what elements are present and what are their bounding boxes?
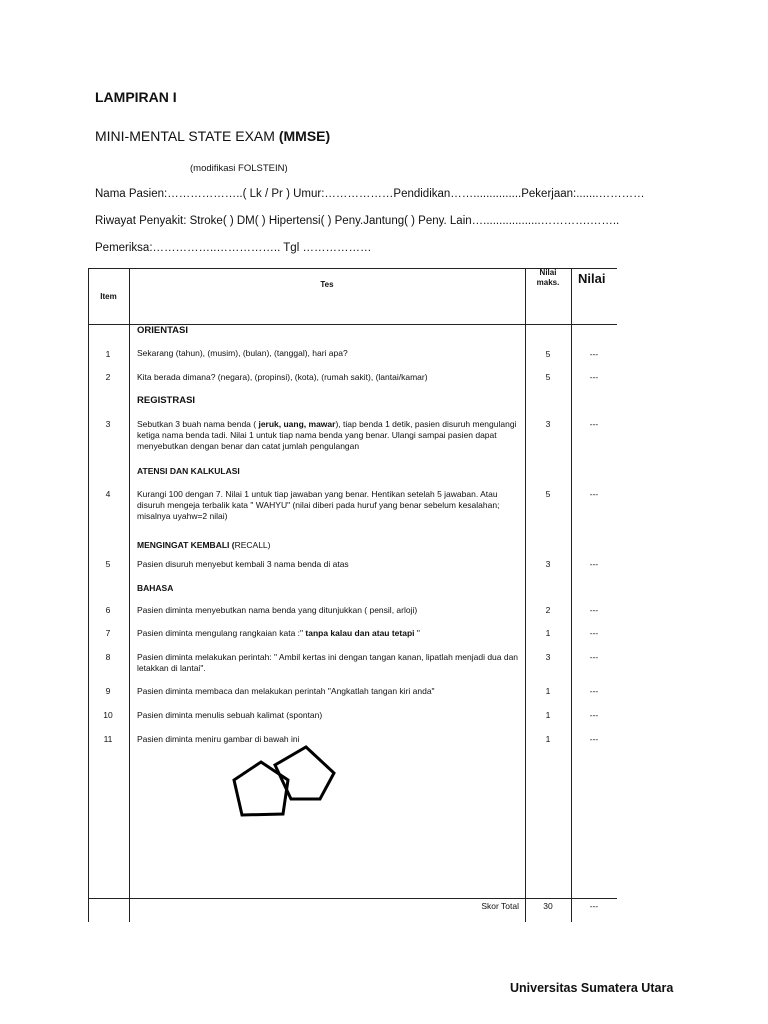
table-total-border xyxy=(88,898,617,899)
item-text: Kita berada dimana? (negara), (propinsi), (kota), (rumah sakit), (lantai/kamar) xyxy=(137,372,428,382)
item-number: 7 xyxy=(105,628,111,638)
examiner-field: Pemeriksa:……………..…………….. Tgl ……………… xyxy=(95,242,372,254)
table-col-divider xyxy=(129,268,130,922)
total-max: 30 xyxy=(543,901,553,911)
item-number: 6 xyxy=(105,605,111,615)
item-text: Pasien diminta meniru gambar di bawah ini xyxy=(137,734,300,744)
section-orientasi: ORIENTASI xyxy=(137,325,189,336)
total-label: Skor Total xyxy=(481,901,519,911)
item-max: 5 xyxy=(545,349,551,359)
table-col-divider xyxy=(525,268,526,922)
item-max: 3 xyxy=(545,419,551,429)
header-test: Tes xyxy=(320,280,334,289)
item-number: 2 xyxy=(105,372,111,382)
item-text: Pasien diminta menyebutkan nama benda yang ditunjukkan ( pensil, arloji) xyxy=(137,605,418,615)
item-number: 10 xyxy=(103,710,113,720)
subtitle: (modifikasi FOLSTEIN) xyxy=(190,163,288,174)
item-text: Pasien diminta mengulang rangkaian kata :" tanpa kalau dan atau tetapi " xyxy=(137,628,420,638)
item-score: --- xyxy=(589,628,599,638)
item-score: --- xyxy=(589,419,599,429)
item-max: 5 xyxy=(545,489,551,499)
item-text: Pasien diminta menulis sebuah kalimat (spontan) xyxy=(137,710,323,720)
item-text: Sebutkan 3 buah nama benda ( jeruk, uang, mawar), tiap benda 1 detik, pasien disuruh mengulangi ketiga nama benda tadi. Nilai 1 untuk tiap nama benda yang benar. Ulangi sampai pasien dapat menyebutkan dengan benar dan catat jumlah pengulangan xyxy=(137,419,517,451)
item-number: 3 xyxy=(105,419,111,429)
item-max: 1 xyxy=(545,710,551,720)
item-max: 1 xyxy=(545,628,551,638)
header-max: Nilai maks. xyxy=(536,268,560,287)
page-title: MINI-MENTAL STATE EXAM (MMSE) xyxy=(95,128,331,144)
item-max: 2 xyxy=(545,605,551,615)
item-number: 5 xyxy=(105,559,111,569)
item-score: --- xyxy=(589,605,599,615)
pentagon-right xyxy=(275,747,334,799)
pentagon-left xyxy=(234,762,288,815)
item-number: 1 xyxy=(105,349,111,359)
item-max: 5 xyxy=(545,372,551,382)
item-number: 4 xyxy=(105,489,111,499)
table-col-divider xyxy=(571,268,572,922)
section-recall: MENGINGAT KEMBALI (RECALL) xyxy=(137,540,271,550)
item-score: --- xyxy=(589,349,599,359)
page-heading: LAMPIRAN I xyxy=(95,89,177,105)
item-max: 3 xyxy=(545,652,551,662)
item-text: Pasien disuruh menyebut kembali 3 nama benda di atas xyxy=(137,559,349,569)
item-number: 8 xyxy=(105,652,111,662)
header-score: Nilai xyxy=(578,271,606,286)
item-score: --- xyxy=(589,734,599,744)
item-text: Sekarang (tahun), (musim), (bulan), (tanggal), hari apa? xyxy=(137,348,348,358)
section-atensi: ATENSI DAN KALKULASI xyxy=(137,466,240,476)
section-bahasa: BAHASA xyxy=(137,583,174,593)
footer-university: Universitas Sumatera Utara xyxy=(510,981,674,995)
table-left-border xyxy=(88,268,89,922)
item-score: --- xyxy=(589,686,599,696)
section-registrasi: REGISTRASI xyxy=(137,395,196,406)
item-text: Pasien diminta membaca dan melakukan perintah "Angkatlah tangan kiri anda" xyxy=(137,686,435,696)
item-score: --- xyxy=(589,710,599,720)
total-score: --- xyxy=(589,901,599,911)
item-score: --- xyxy=(589,372,599,382)
item-number: 9 xyxy=(105,686,111,696)
item-number: 11 xyxy=(103,734,113,744)
item-score: --- xyxy=(589,652,599,662)
item-max: 3 xyxy=(545,559,551,569)
item-max: 1 xyxy=(545,686,551,696)
item-text: Pasien diminta melakukan perintah: " Ambil kertas ini dengan tangan kanan, lipatlah menjadi dua dan letakkan di lantai". xyxy=(137,652,519,673)
item-score: --- xyxy=(589,559,599,569)
item-score: --- xyxy=(589,489,599,499)
intersecting-pentagons-drawing xyxy=(228,742,340,822)
item-max: 1 xyxy=(545,734,551,744)
history-field: Riwayat Penyakit: Stroke( ) DM( ) Hipertensi( ) Peny.Jantung( ) Peny. Lain…..................………….…….. xyxy=(95,215,620,227)
header-item: Item xyxy=(100,292,117,301)
item-text: Kurangi 100 dengan 7. Nilai 1 untuk tiap jawaban yang benar. Hentikan setelah 5 jawaban. Atau disuruh mengeja terbalik kata " WAHYU" (nilai diberi pada huruf yang benar sebelum kesalahan; misalnya uyahw=2 nilai) xyxy=(137,489,500,521)
patient-field: Nama Pasien:………………..( Lk / Pr ) Umur:………………Pendidikan……...............Pekerjaan:.......………… xyxy=(95,188,645,200)
